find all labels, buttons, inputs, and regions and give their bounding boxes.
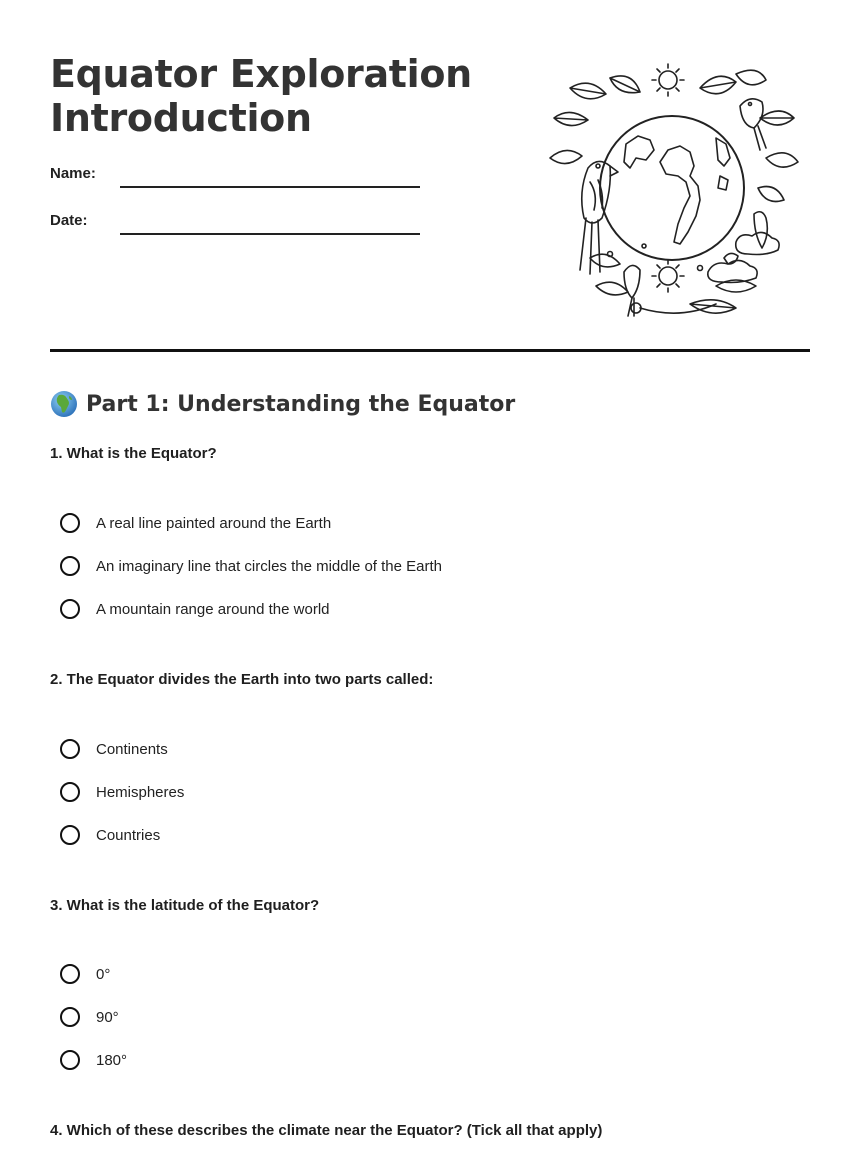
option-label: An imaginary line that circles the middle of the Earth <box>96 557 443 575</box>
option-label: 90° <box>96 1008 119 1026</box>
question-4: 4. Which of these describes the climate near the Equator? (Tick all that apply) <box>50 1122 603 1139</box>
date-label: Date: <box>50 212 88 229</box>
section-heading <box>50 388 515 420</box>
globe-with-birds-and-leaves-icon <box>540 58 805 323</box>
radio-button[interactable] <box>60 1050 80 1070</box>
radio-button[interactable] <box>60 739 80 759</box>
q1-option-a[interactable] <box>60 510 331 536</box>
q3-option-b[interactable] <box>60 1004 119 1030</box>
q2-option-a[interactable] <box>60 736 168 762</box>
date-write-line[interactable] <box>120 233 420 235</box>
question-2: 2. The Equator divides the Earth into two parts called: <box>50 671 434 688</box>
radio-button[interactable] <box>60 599 80 619</box>
radio-button[interactable] <box>60 825 80 845</box>
name-write-line[interactable] <box>120 186 420 188</box>
radio-button[interactable] <box>60 782 80 802</box>
name-label: Name: <box>50 165 96 182</box>
title-line-2: Introduction <box>50 96 312 140</box>
q2-option-b[interactable] <box>60 779 184 805</box>
question-1: 1. What is the Equator? <box>50 445 217 462</box>
q3-option-a[interactable] <box>60 961 110 987</box>
option-label: 0° <box>96 965 111 983</box>
section-divider <box>50 349 810 352</box>
question-3: 3. What is the latitude of the Equator? <box>50 897 320 914</box>
radio-button[interactable] <box>60 513 80 533</box>
radio-button[interactable] <box>60 556 80 576</box>
title-line-1: Equator Exploration <box>50 52 472 96</box>
option-label: A mountain range around the world <box>96 600 330 618</box>
radio-button[interactable] <box>60 964 80 984</box>
q1-option-c[interactable] <box>60 596 330 622</box>
option-label: Countries <box>96 826 161 844</box>
page-title <box>50 52 472 140</box>
section-title: Part 1: Understanding the Equator <box>86 391 516 417</box>
date-field[interactable] <box>50 212 420 242</box>
q2-option-c[interactable] <box>60 822 160 848</box>
q3-option-c[interactable] <box>60 1047 127 1073</box>
q1-option-b[interactable] <box>60 553 442 579</box>
name-field[interactable] <box>50 165 420 195</box>
option-label: A real line painted around the Earth <box>96 514 332 532</box>
option-label: Continents <box>96 740 168 758</box>
option-label: Hemispheres <box>96 783 185 801</box>
globe-africa-icon <box>50 390 78 418</box>
radio-button[interactable] <box>60 1007 80 1027</box>
option-label: 180° <box>96 1051 128 1069</box>
